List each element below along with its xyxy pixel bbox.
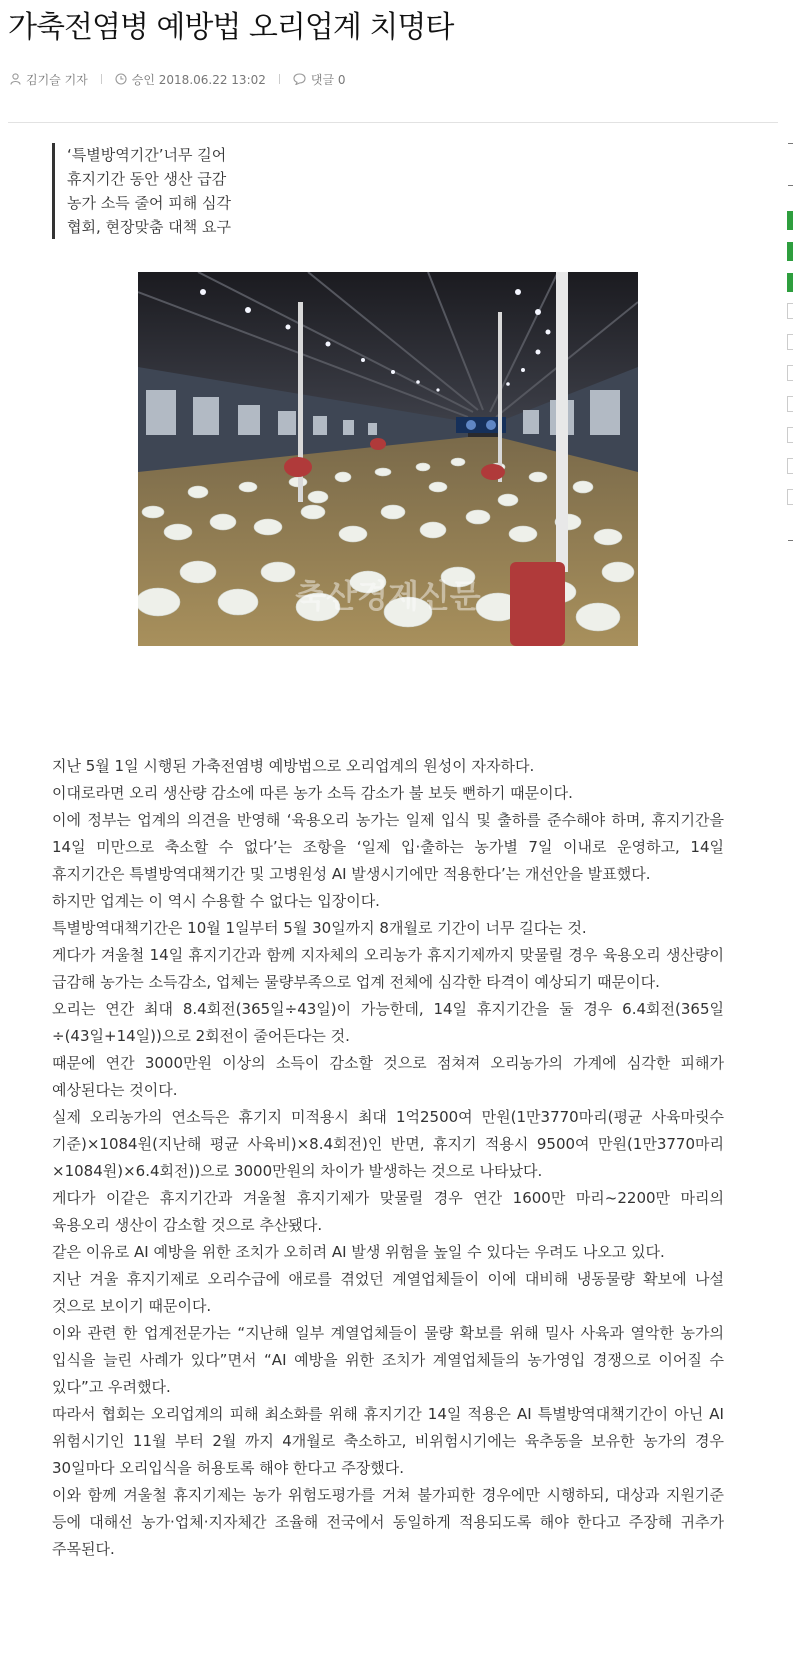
article-photo[interactable]	[138, 272, 638, 646]
summary-line: 협회, 현장맞춤 대책 요구	[67, 218, 231, 236]
approved-date: 승인 2018.06.22 13:02	[131, 72, 266, 87]
meta-divider	[101, 74, 102, 84]
article-summary	[52, 143, 367, 239]
duck-barn-photo	[138, 272, 638, 646]
sidebar-rank-box[interactable]	[787, 396, 793, 412]
sidebar-rank-box[interactable]	[787, 303, 793, 319]
sidebar-rank-badge[interactable]	[787, 242, 793, 261]
body-paragraph: 하지만 업계는 이 역시 수용할 수 없다는 입장이다.	[52, 892, 380, 910]
body-paragraph: 이와 관련 한 업계전문가는 “지난해 일부 계열업체들이 물량 확보를 위해 밀사 사육과 열악한 농가의 입식을 늘린 사례가 있다”면서 “AI 예방을 위한 조치가 계열업체들의 농가영입 경쟁으로 이어질 수 있다”고 우려했다.	[52, 1324, 724, 1396]
body-paragraph: 게다가 이같은 휴지기간과 겨울철 휴지기제가 맞물릴 경우 연간 1600만 마리~2200만 마리의 육용오리 생산이 감소할 것으로 추산됐다.	[52, 1189, 724, 1234]
sidebar-edge	[788, 143, 793, 144]
body-paragraph: 실제 오리농가의 연소득은 휴기지 미적용시 최대 1억2500여 만원(1만3770마리(평균 사육마릿수 기준)×1084원(지난해 평균 사육비)×8.4회전)인 반면, 휴지기 적용시 9500여 만원(1만3770마리×1084원)×6.4회전))으로 3000만원의 차이가 발생하는 것으로 나타났다.	[52, 1108, 724, 1180]
comments-link[interactable]	[293, 71, 346, 88]
body-paragraph: 지난 5월 1일 시행된 가축전염병 예방법으로 오리업계의 원성이 자자하다.	[52, 757, 535, 775]
approved-info	[115, 71, 266, 88]
article-meta	[10, 70, 346, 88]
comment-count: 댓글 0	[310, 72, 346, 87]
body-paragraph: 이와 함께 겨울철 휴지기제는 농가 위험도평가를 거쳐 불가피한 경우에만 시행하되, 대상과 지원기준 등에 대해선 농가·업체·지자체간 조율해 전국에서 동일하게 적용되도록 해야 한다고 주장해 귀추가 주목된다.	[52, 1486, 724, 1558]
sidebar-rank-box[interactable]	[787, 458, 793, 474]
body-paragraph: 이에 정부는 업계의 의견을 반영해 ‘육용오리 농가는 일제 입식 및 출하를 준수해야 하며, 휴지기간을 14일 미만으로 축소할 수 없다’는 조항을 ‘일제 입·출하는 농가별 7일 이내로 운영하고, 14일 휴지기간은 특별방역대책기간 및 고병원성 AI 발생시기에만 적용한다’는 개선안을 발표했다.	[52, 811, 724, 883]
body-paragraph: 오리는 연간 최대 8.4회전(365일÷43일)이 가능한데, 14일 휴지기간을 둘 경우 6.4회전(365일÷(43일+14일))으로 2회전이 줄어든다는 것.	[52, 1000, 724, 1045]
sidebar-edge	[788, 185, 793, 186]
summary-line: 휴지기간 동안 생산 급감	[67, 170, 227, 188]
photo-watermark: 축산경제신문	[295, 577, 481, 615]
sidebar-rank-badge[interactable]	[787, 211, 793, 230]
clock-icon	[115, 73, 127, 85]
comment-icon	[293, 73, 306, 85]
summary-line: ‘특별방역기간’너무 길어	[67, 146, 227, 164]
meta-divider	[279, 74, 280, 84]
sidebar-rank-box[interactable]	[787, 427, 793, 443]
article-title: 가축전염병 예방법 오리업계 치명타	[8, 10, 454, 45]
body-paragraph: 때문에 연간 3000만원 이상의 소득이 감소할 것으로 점쳐져 오리농가의 가계에 심각한 피해가 예상된다는 것이다.	[52, 1054, 724, 1099]
summary-line: 농가 소득 줄어 피해 심각	[67, 194, 231, 212]
author-name: 김기슬 기자	[26, 72, 88, 87]
author-info[interactable]	[10, 71, 88, 88]
sidebar-rank-box[interactable]	[787, 365, 793, 381]
sidebar-rank-box[interactable]	[787, 489, 793, 505]
sidebar-edge	[788, 540, 793, 541]
body-paragraph: 특별방역대책기간은 10월 1일부터 5월 30일까지 8개월로 기간이 너무 길다는 것.	[52, 919, 587, 937]
user-icon	[10, 73, 21, 85]
body-paragraph: 따라서 협회는 오리업계의 피해 최소화를 위해 휴지기간 14일 적용은 AI 특별방역대책기간이 아닌 AI 위험시기인 11월 부터 2월 까지 4개월로 축소하고, 비위험시기에는 육추동을 보유한 농가의 경우 30일마다 오리입식을 허용토록 해야 한다고 주장했다.	[52, 1405, 724, 1477]
body-paragraph: 지난 겨울 휴지기제로 오리수급에 애로를 겪었던 계열업체들이 이에 대비해 냉동물량 확보에 나설 것으로 보이기 때문이다.	[52, 1270, 724, 1315]
body-paragraph: 같은 이유로 AI 예방을 위한 조치가 오히려 AI 발생 위험을 높일 수 있다는 우려도 나오고 있다.	[52, 1243, 665, 1261]
body-paragraph: 이대로라면 오리 생산량 감소에 따른 농가 소득 감소가 불 보듯 뻔하기 때문이다.	[52, 784, 573, 802]
body-paragraph: 게다가 겨울철 14일 휴지기간과 함께 지자체의 오리농가 휴지기제까지 맞물릴 경우 육용오리 생산량이 급감해 농가는 소득감소, 업체는 물량부족으로 업계 전체에 심각한 타격이 예상되기 때문이다.	[52, 946, 724, 991]
sidebar-rank-badge[interactable]	[787, 273, 793, 292]
header-divider	[8, 122, 778, 123]
article-body	[52, 753, 724, 1563]
sidebar-rank-box[interactable]	[787, 334, 793, 350]
